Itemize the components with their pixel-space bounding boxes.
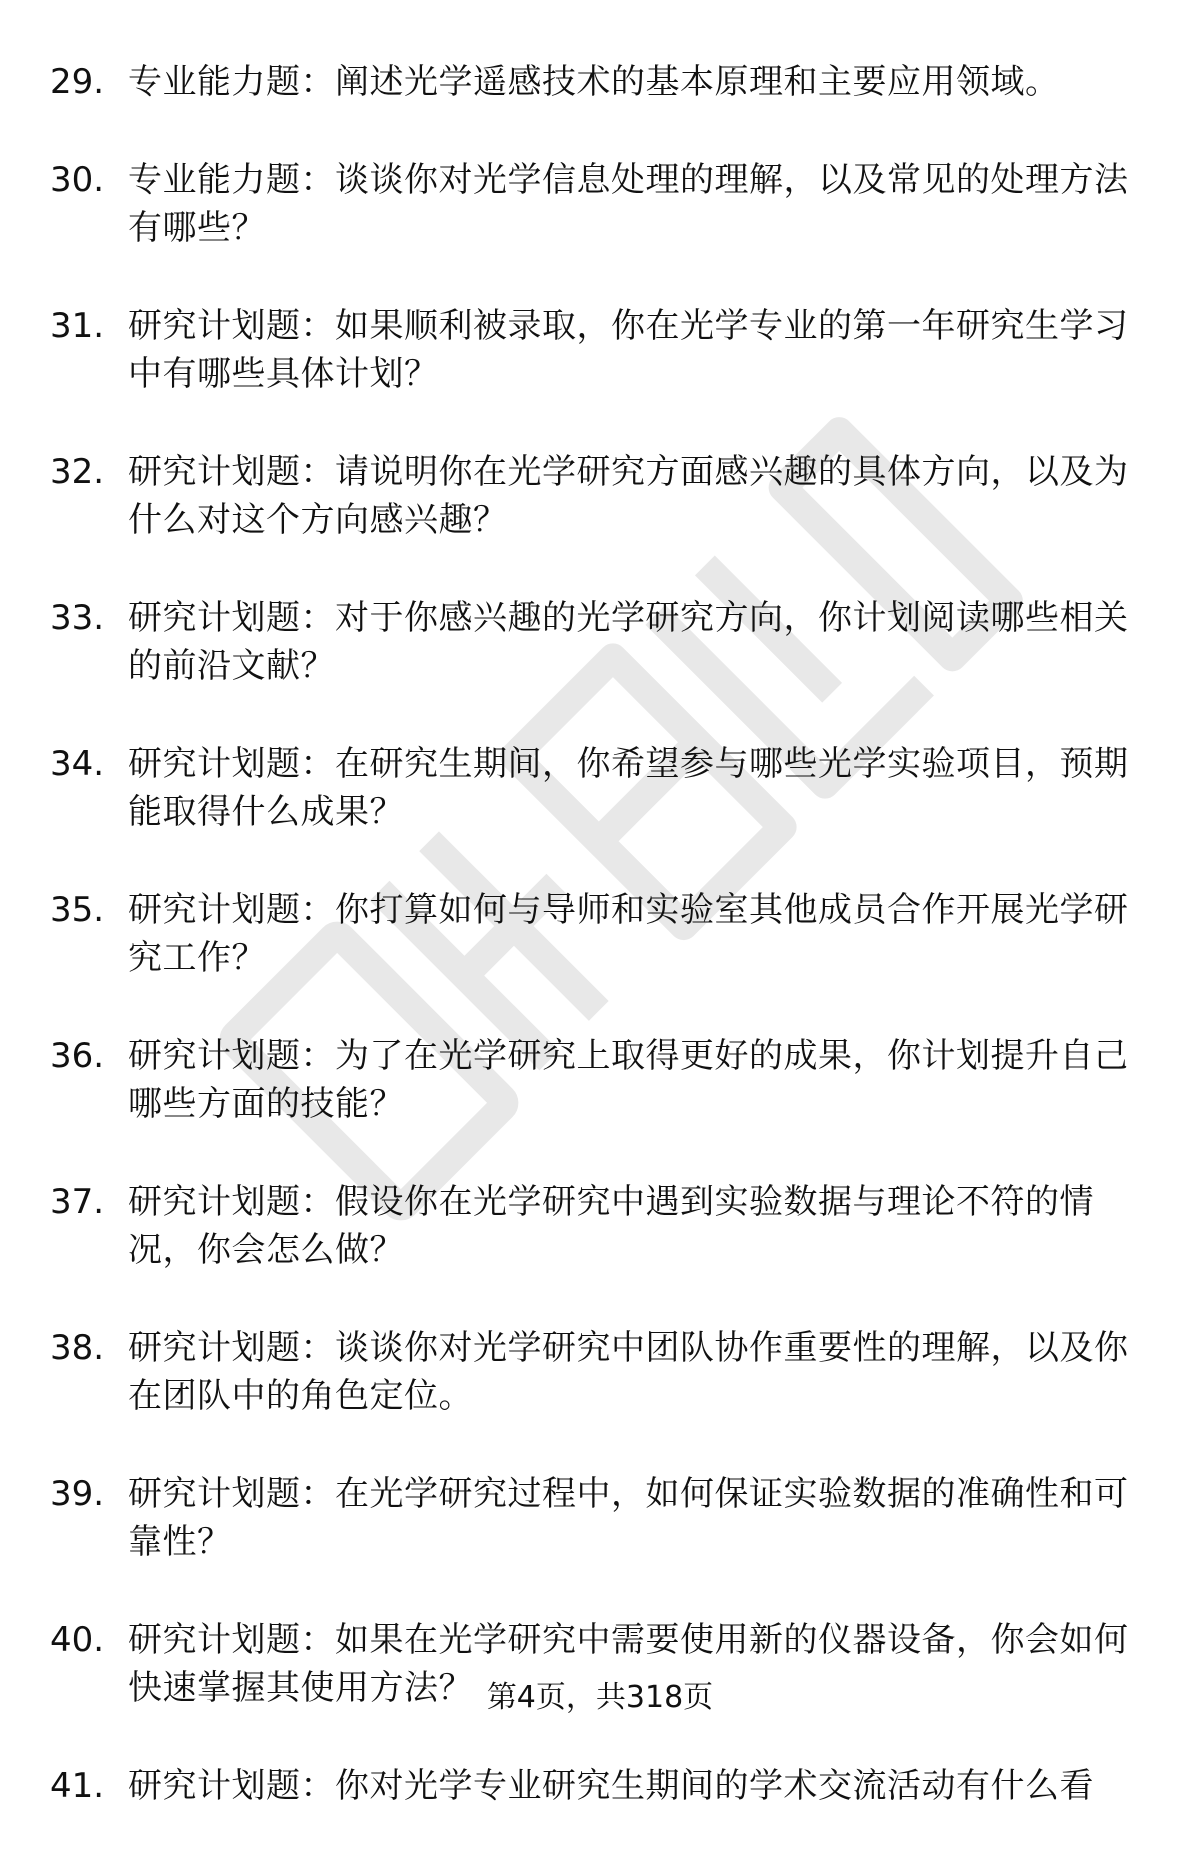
- question-number: 35.: [50, 890, 105, 930]
- list-item: [50, 1324, 1140, 1420]
- list-item: [50, 1178, 1140, 1274]
- list-item: [50, 594, 1140, 690]
- list-item: [50, 156, 1140, 252]
- list-item: [50, 302, 1140, 398]
- question-text: 研究计划题：假设你在光学研究中遇到实验数据与理论不符的情况，你会怎么做？: [128, 1182, 1094, 1270]
- list-item: [50, 886, 1140, 982]
- question-text: 研究计划题：你对光学专业研究生期间的学术交流活动有什么看: [128, 1766, 1094, 1806]
- question-list: [50, 58, 1140, 1860]
- question-text: 专业能力题：阐述光学遥感技术的基本原理和主要应用领域。: [128, 62, 1060, 102]
- question-text: 研究计划题：在研究生期间，你希望参与哪些光学实验项目，预期能取得什么成果？: [128, 744, 1129, 832]
- question-number: 37.: [50, 1182, 105, 1222]
- question-text: 研究计划题：为了在光学研究上取得更好的成果，你计划提升自己哪些方面的技能？: [128, 1036, 1129, 1124]
- question-number: 39.: [50, 1474, 105, 1514]
- list-item: [50, 1032, 1140, 1128]
- question-number: 30.: [50, 160, 105, 200]
- list-item: [50, 1762, 1140, 1810]
- question-text: 研究计划题：请说明你在光学研究方面感兴趣的具体方向，以及为什么对这个方向感兴趣？: [128, 452, 1129, 540]
- list-item: [50, 740, 1140, 836]
- question-text: 研究计划题：你打算如何与导师和实验室其他成员合作开展光学研究工作？: [128, 890, 1129, 978]
- question-number: 40.: [50, 1620, 105, 1660]
- question-text: 研究计划题：在光学研究过程中，如何保证实验数据的准确性和可靠性？: [128, 1474, 1129, 1562]
- list-item: [50, 1470, 1140, 1566]
- question-text: 研究计划题：谈谈你对光学研究中团队协作重要性的理解，以及你在团队中的角色定位。: [128, 1328, 1129, 1416]
- question-number: 33.: [50, 598, 105, 638]
- question-number: 36.: [50, 1036, 105, 1076]
- question-text: 研究计划题：如果在光学研究中需要使用新的仪器设备，你会如何快速掌握其使用方法？: [128, 1620, 1129, 1708]
- list-item: [50, 448, 1140, 544]
- question-text: 研究计划题：如果顺利被录取，你在光学专业的第一年研究生学习中有哪些具体计划？: [128, 306, 1129, 394]
- question-text: 研究计划题：对于你感兴趣的光学研究方向，你计划阅读哪些相关的前沿文献？: [128, 598, 1129, 686]
- question-number: 31.: [50, 306, 105, 346]
- page-footer: 第4页，共318页: [486, 1680, 714, 1715]
- question-number: 34.: [50, 744, 105, 784]
- question-number: 41.: [50, 1766, 105, 1806]
- question-text: 专业能力题：谈谈你对光学信息处理的理解，以及常见的处理方法有哪些？: [128, 160, 1129, 248]
- question-number: 32.: [50, 452, 105, 492]
- list-item: [50, 58, 1140, 106]
- question-number: 29.: [50, 62, 105, 102]
- question-number: 38.: [50, 1328, 105, 1368]
